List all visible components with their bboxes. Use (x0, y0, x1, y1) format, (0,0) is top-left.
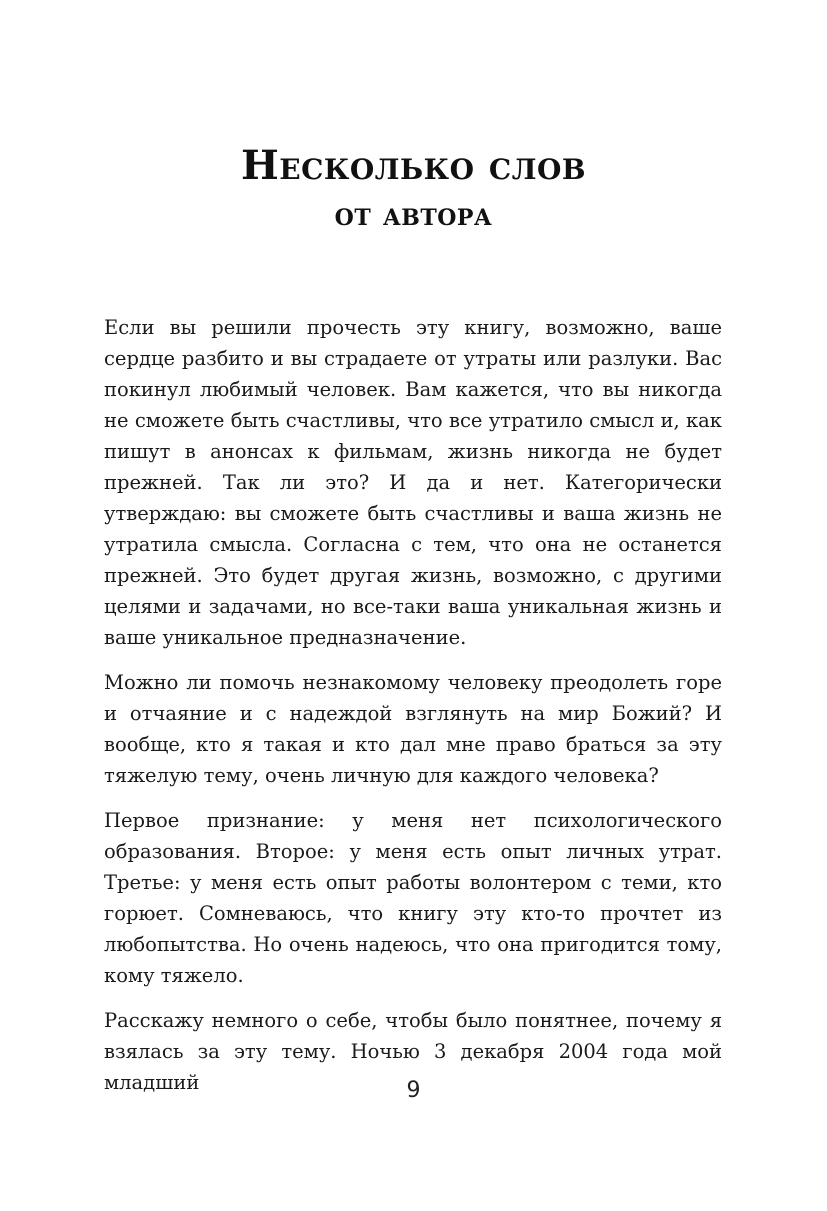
paragraph-4: Расскажу немного о себе, чтобы было понятнее, почему я взялась за эту тему. Ночью 3 декабря 2004 года мой младший (104, 1009, 722, 1094)
chapter-title-line-2: от автора (334, 195, 493, 233)
paragraph-2: Можно ли помочь незнакомому человеку преодолеть горе и отчаяние и с надеждой взглянуть на мир Божий? И вообще, кто я такая и кто дал мне право браться за эту тяжелую тему, очень личную для каждого человека? (104, 671, 722, 787)
paragraph-1: Если вы решили прочесть эту книгу, возможно, ваше сердце разбито и вы страдаете от утраты или разлуки. Вас покинул любимый человек. Вам кажется, что вы никогда не сможете быть счастливы, что все утратило смысл и, как пишут в анонсах к фильмам, жизнь никогда не будет прежней. Так ли это? И да и нет. Категорически утверждаю: вы сможете быть счастливы и ваша жизнь не утратила смысла. Согласна с тем, что она не останется прежней. Это будет другая жизнь, возможно, с другими целями и задачами, но все-таки ваша уникальная жизнь и ваше уникальное предназначение. (104, 316, 722, 649)
page-number: 9 (406, 1078, 421, 1103)
paragraph-3: Первое признание: у меня нет психологического образования. Второе: у меня есть опыт личных утрат. Третье: у меня есть опыт работы волонтером с теми, кто горюет. Сомневаюсь, что книгу эту кто-то прочтет из любопытства. Но очень надеюсь, что она пригодится тому, кому тяжело. (104, 809, 722, 987)
chapter-body (104, 312, 722, 1112)
chapter-title-line-1: Несколько слов (240, 142, 587, 189)
